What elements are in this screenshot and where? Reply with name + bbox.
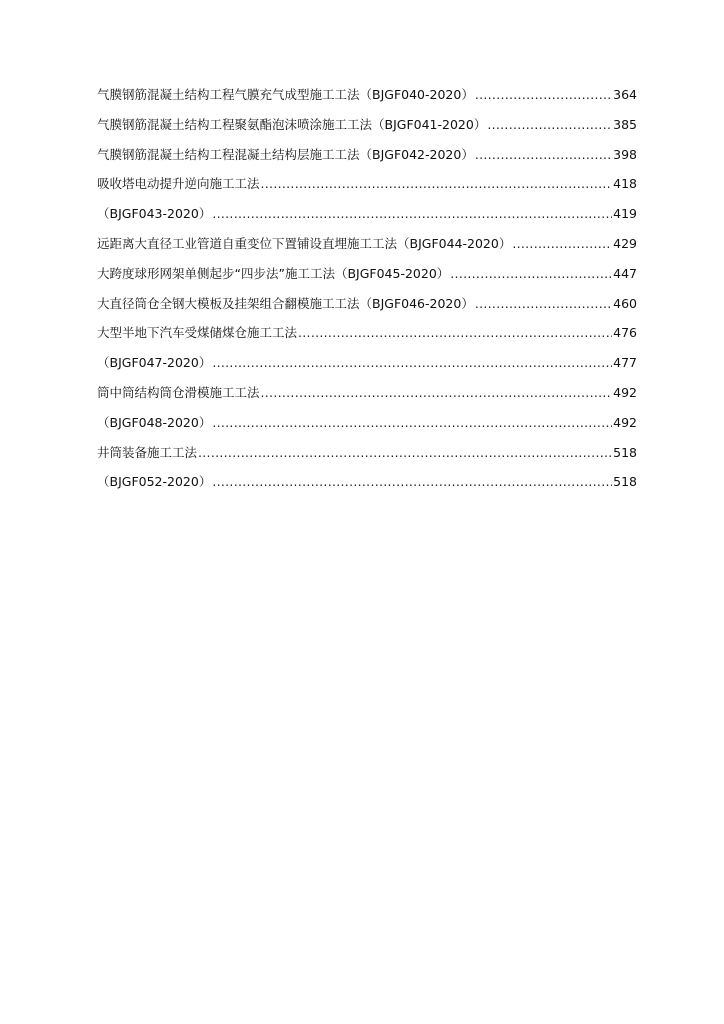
toc-entry[interactable] bbox=[97, 472, 637, 502]
toc-entry-title: （BJGF043-2020） bbox=[97, 206, 212, 222]
toc-page-number: 364 bbox=[613, 87, 637, 102]
toc-entry-title: 大直径筒仓全钢大模板及挂架组合翻模施工工法（BJGF046-2020） bbox=[97, 295, 474, 311]
toc-entry-title: 气膜钢筋混凝土结构工程聚氨酯泡沫喷涂施工工法（BJGF041-2020） bbox=[97, 116, 487, 132]
toc-page-number: 492 bbox=[613, 384, 637, 400]
toc-dot-leader bbox=[475, 296, 612, 311]
toc-dot-leader bbox=[261, 176, 613, 191]
toc-dot-leader bbox=[212, 474, 612, 489]
toc-page-number: 447 bbox=[613, 265, 637, 281]
toc-entry[interactable] bbox=[97, 145, 637, 175]
toc-entry[interactable] bbox=[97, 174, 637, 204]
toc-dot-leader bbox=[487, 117, 612, 132]
toc-dot-leader bbox=[212, 206, 612, 221]
toc-entry[interactable] bbox=[97, 413, 637, 443]
toc-entry-title: 井筒装备施工工法 bbox=[97, 444, 198, 460]
toc-page-number: 398 bbox=[613, 146, 637, 162]
toc-entry[interactable] bbox=[97, 264, 637, 294]
toc-page-number: 476 bbox=[613, 325, 637, 341]
toc-page-number: 492 bbox=[613, 414, 637, 430]
toc-page-number: 518 bbox=[613, 444, 637, 460]
toc-page-number: 518 bbox=[613, 474, 637, 490]
toc-page-number: 460 bbox=[613, 295, 637, 311]
toc-entry-title: 远距离大直径工业管道自重变位下置铺设直埋施工工法（BJGF044-2020） bbox=[97, 235, 512, 251]
toc-entry[interactable] bbox=[97, 204, 637, 234]
toc-page-number: 385 bbox=[613, 116, 637, 132]
toc-entry[interactable] bbox=[97, 85, 637, 115]
toc-entry-title: 大跨度球形网架单侧起步“四步法”施工工法（BJGF045-2020） bbox=[97, 265, 450, 281]
toc-page-number: 419 bbox=[613, 206, 637, 222]
toc-entry-title: 大型半地下汽车受煤储煤仓施工工法 bbox=[97, 325, 298, 341]
toc-entry-title: 吸收塔电动提升逆向施工工法 bbox=[97, 176, 260, 192]
toc-entry-title: 筒中筒结构筒仓滑模施工工法 bbox=[97, 384, 260, 400]
toc-page-number: 418 bbox=[613, 176, 637, 192]
table-of-contents bbox=[97, 85, 637, 502]
toc-entry[interactable] bbox=[97, 234, 637, 264]
toc-entry[interactable] bbox=[97, 443, 637, 473]
toc-dot-leader bbox=[198, 445, 612, 460]
toc-entry-title: （BJGF048-2020） bbox=[97, 414, 212, 430]
toc-entry-title: （BJGF052-2020） bbox=[97, 474, 212, 490]
toc-entry[interactable] bbox=[97, 294, 637, 324]
toc-dot-leader bbox=[475, 87, 612, 102]
toc-entry-title: （BJGF047-2020） bbox=[97, 355, 212, 371]
toc-dot-leader bbox=[212, 415, 612, 430]
toc-entry[interactable] bbox=[97, 353, 637, 383]
toc-entry-title: 气膜钢筋混凝土结构工程气膜充气成型施工工法（BJGF040-2020） bbox=[97, 87, 474, 102]
toc-dot-leader bbox=[450, 266, 612, 281]
toc-page-number: 429 bbox=[613, 235, 637, 251]
toc-entry[interactable] bbox=[97, 383, 637, 413]
toc-dot-leader bbox=[212, 355, 612, 370]
toc-dot-leader bbox=[475, 147, 612, 162]
toc-entry[interactable] bbox=[97, 323, 637, 353]
toc-page-number: 477 bbox=[613, 355, 637, 371]
toc-dot-leader bbox=[261, 385, 613, 400]
toc-dot-leader bbox=[298, 325, 612, 340]
toc-entry-title: 气膜钢筋混凝土结构工程混凝土结构层施工工法（BJGF042-2020） bbox=[97, 146, 474, 162]
toc-entry[interactable] bbox=[97, 115, 637, 145]
toc-dot-leader bbox=[512, 236, 612, 251]
